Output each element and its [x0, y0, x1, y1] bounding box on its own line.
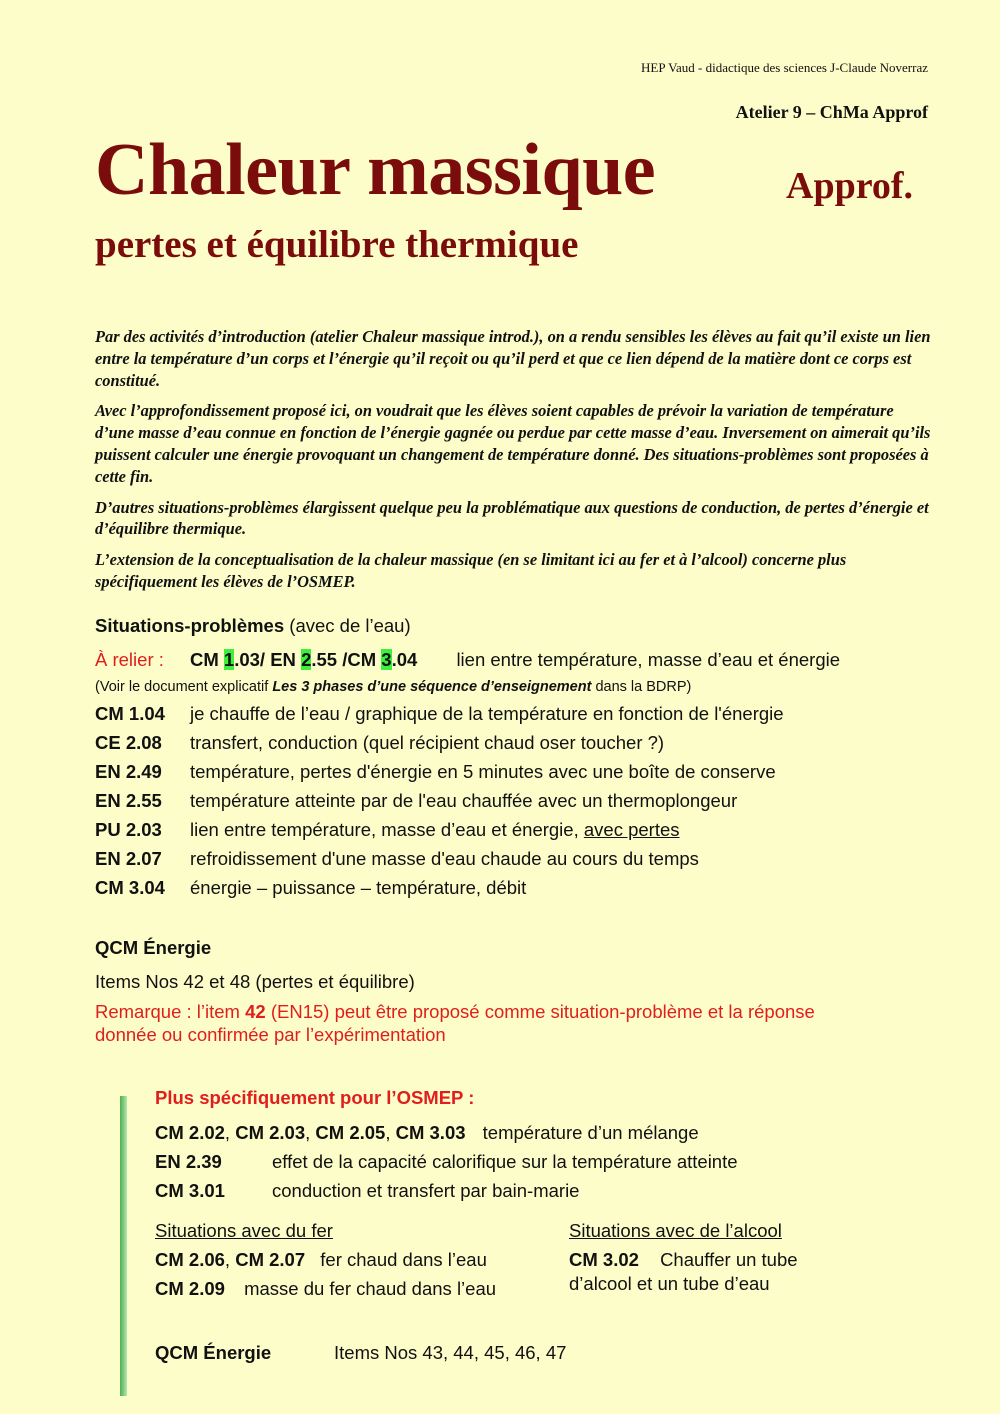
item-desc: je chauffe de l’eau / graphique de la température en fonction de l'énergie — [190, 703, 784, 724]
relier-codes — [190, 649, 417, 670]
osmep-code: CM 3.02 — [569, 1249, 639, 1270]
item-desc: température, pertes d'énergie en 5 minutes avec une boîte de conserve — [190, 761, 776, 782]
list-item — [95, 790, 737, 812]
list-item — [95, 848, 699, 870]
qcm-remark-part: (EN15) peut être proposé comme situation-problème et la réponse — [265, 1001, 815, 1022]
item-desc: énergie – puissance – température, débit — [190, 877, 527, 898]
osmep-desc: Chauffer un tube — [660, 1249, 798, 1270]
item-desc: lien entre température, masse d’eau et énergie, — [190, 819, 584, 840]
qcm-items: Items Nos 42 et 48 (pertes et équilibre) — [95, 971, 415, 992]
item-desc-underlined: avec pertes — [583, 819, 680, 840]
alcool-row-line2: d’alcool et un tube d’eau — [569, 1273, 770, 1294]
osmep-row-capacite — [155, 1151, 738, 1173]
item-desc: température atteinte par de l'eau chauffée avec un thermoplongeur — [190, 790, 738, 811]
relier-code-highlight: 3 — [381, 649, 392, 670]
intro-paragraph: Avec l’approfondissement proposé ici, on voudrait que les élèves soient capables de prévoir la variation de température d’une masse d’eau connue en fonction de l’énergie gagnée ou perdue par cette masse d’eau. Inversement on aimerait qu’ils puissent calculer une énergie provoquant un changement de température donné. Des situations-problèmes sont proposées à cette fin. — [95, 401, 931, 486]
alcool-row — [569, 1249, 798, 1271]
qcm-remark-item: 42 — [245, 1001, 266, 1022]
osmep-desc: température d’un mélange — [482, 1122, 699, 1143]
fer-heading: Situations avec du fer — [155, 1220, 333, 1241]
title-suffix: Approf. — [786, 165, 914, 207]
intro-paragraph: Par des activités d’introduction (atelier Chaleur massique introd.), on a rendu sensibles les élèves au fait qu’il existe un lien entre la température d’un corps et l’énergie qu’il reçoit ou qu’il perd et que ce lien dépend de la matière dont ce corps est constitué. — [95, 327, 931, 390]
qcm-remark-part: Remarque : l’item — [95, 1001, 246, 1022]
osmep-row-melange: CM 2.02, CM 2.03, CM 2.05, CM 3.03 température d’un mélange — [155, 1122, 699, 1143]
osmep-desc: conduction et transfert par bain-marie — [272, 1180, 580, 1201]
relier-code-part: .04 — [391, 649, 418, 670]
osmep-code: CM 2.05 — [315, 1122, 386, 1143]
intro-paragraph: L’extension de la conceptualisation de la chaleur massique (en se limitant ici au fer et à l’alcool) concerne plus spécifiquement les élèves de l’OSMEP. — [95, 550, 847, 591]
osmep-code: CM 2.06 — [155, 1249, 225, 1270]
osmep-desc: masse du fer chaud dans l’eau — [244, 1278, 497, 1299]
osmep-row-conduction — [155, 1180, 579, 1202]
qcm-remark — [95, 1001, 815, 1023]
item-desc: transfert, conduction (quel récipient chaud oser toucher ?) — [190, 732, 665, 753]
list-item — [95, 732, 664, 754]
item-code: EN 2.49 — [95, 761, 162, 782]
relier-row — [95, 649, 840, 671]
situations-heading-note: (avec de l’eau) — [289, 615, 411, 636]
osmep-qcm-items: Items Nos 43, 44, 45, 46, 47 — [334, 1342, 567, 1363]
list-item — [95, 703, 784, 725]
voir-note — [95, 679, 691, 695]
osmep-code: CM 3.01 — [155, 1180, 225, 1201]
atelier-label: Atelier 9 – ChMa Approf — [735, 102, 928, 122]
relier-label: À relier : — [95, 649, 164, 670]
intro-paragraph: D’autres situations-problèmes élargissent quelque peu la problématique aux questions de conduction, de pertes d’énergie et d’équilibre thermique. — [95, 497, 929, 539]
list-item — [95, 761, 776, 783]
header-credit: HEP Vaud - didactique des sciences J-Claude Noverraz — [641, 60, 928, 75]
situations-heading — [95, 615, 411, 637]
list-item — [95, 877, 526, 899]
voir-pre: (Voir le document explicatif — [95, 679, 273, 695]
osmep-side-bar — [120, 1096, 127, 1396]
page-title: Chaleur massique — [95, 129, 656, 211]
page-subtitle: pertes et équilibre thermique — [95, 223, 579, 266]
osmep-desc: effet de la capacité calorifique sur la température atteinte — [272, 1151, 738, 1172]
osmep-code: CM 2.07 — [235, 1249, 306, 1270]
qcm-remark-line2: donnée ou confirmée par l’expérimentation — [95, 1024, 446, 1045]
item-code: CM 3.04 — [95, 877, 165, 898]
item-code: EN 2.07 — [95, 848, 162, 869]
qcm-heading: QCM Énergie — [95, 937, 212, 958]
item-code: CE 2.08 — [95, 732, 162, 753]
osmep-code: CM 2.09 — [155, 1278, 225, 1299]
list-item — [95, 819, 680, 841]
fer-row: CM 2.06, CM 2.07 fer chaud dans l’eau — [155, 1249, 487, 1270]
relier-code-part: .55 /CM — [311, 649, 382, 670]
osmep-code: CM 2.03 — [235, 1122, 306, 1143]
osmep-code: CM 2.02 — [155, 1122, 225, 1143]
osmep-code: EN 2.39 — [155, 1151, 222, 1172]
relier-code-highlight: 2 — [301, 649, 312, 670]
fer-row — [155, 1278, 496, 1300]
item-code: EN 2.55 — [95, 790, 162, 811]
relier-code-part: .03/ EN — [234, 649, 302, 670]
item-desc: refroidissement d'une masse d'eau chaude au cours du temps — [190, 848, 699, 869]
intro-text — [95, 326, 935, 602]
relier-desc: lien entre température, masse d’eau et énergie — [456, 649, 841, 670]
relier-code-part: CM — [190, 649, 224, 670]
voir-post: dans la BDRP) — [591, 679, 692, 695]
item-code: CM 1.04 — [95, 703, 165, 724]
voir-doc-title: Les 3 phases d’une séquence d’enseignement — [272, 679, 592, 695]
item-code: PU 2.03 — [95, 819, 162, 840]
osmep-heading: Plus spécifiquement pour l’OSMEP : — [155, 1087, 475, 1108]
alcool-heading: Situations avec de l’alcool — [569, 1220, 782, 1241]
relier-code-highlight: 1 — [223, 649, 235, 670]
osmep-code: CM 3.03 — [395, 1122, 466, 1143]
osmep-desc: fer chaud dans l’eau — [320, 1249, 487, 1270]
situations-heading-label: Situations-problèmes — [95, 615, 285, 636]
osmep-qcm-heading: QCM Énergie — [155, 1342, 272, 1363]
